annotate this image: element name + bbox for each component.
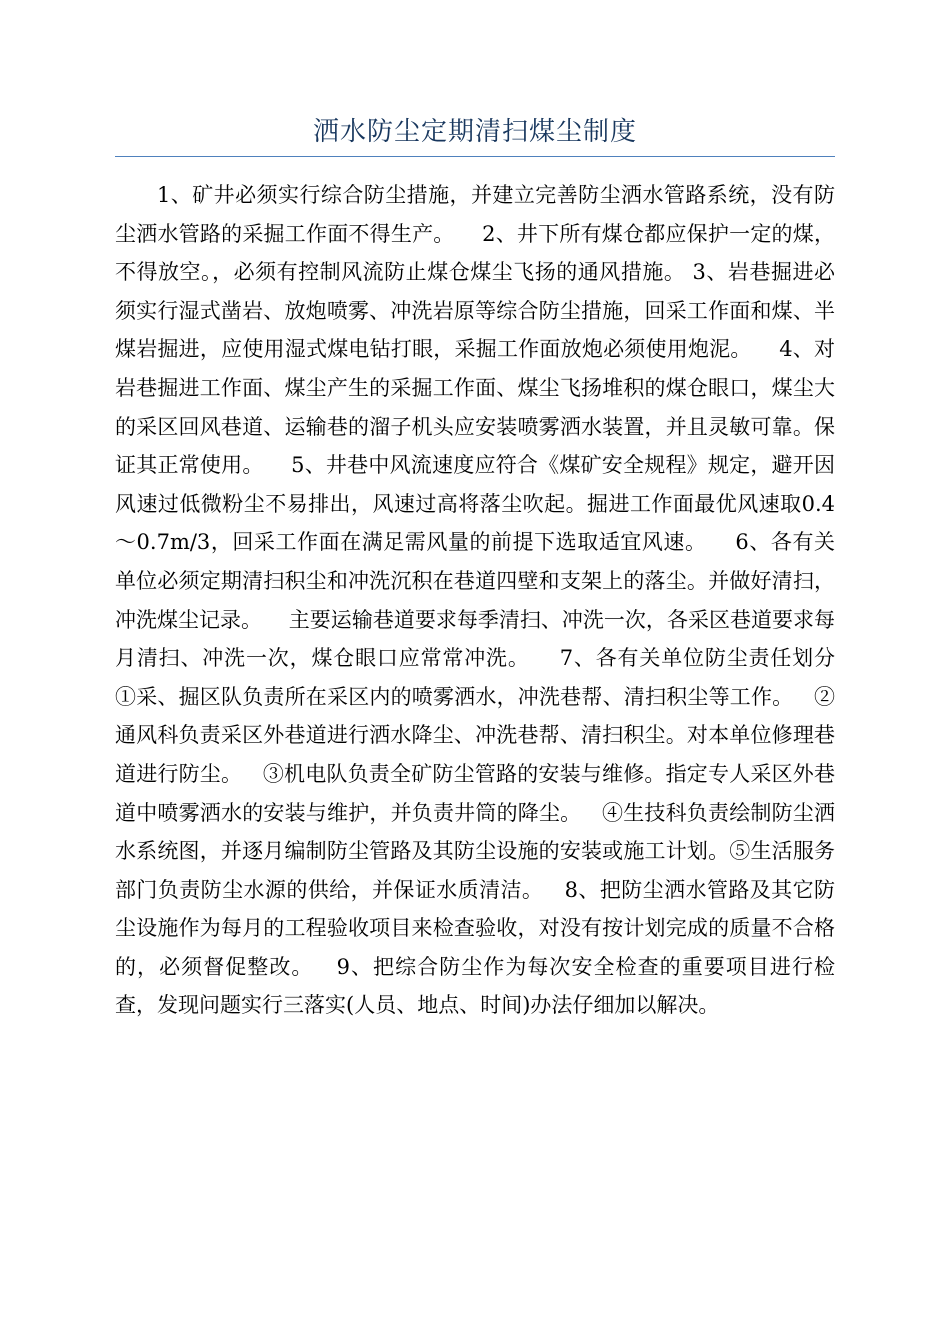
body-paragraph: 1、矿井必须实行综合防尘措施，并建立完善防尘洒水管路系统，没有防尘洒水管路的采掘工作面不得生产。 2、井下所有煤仓都应保护一定的煤，不得放空。，必须有控制风流防止煤仓煤尘飞扬的通风措施。 3、岩巷掘进必须实行湿式凿岩、放炮喷雾、冲洗岩原等综合防尘措施，回采工作面和煤、半煤岩掘进，应使用湿式煤电钻打眼，采掘工作面放炮必须使用炮泥。 4、对岩巷掘进工作面、煤尘产生的采掘工作面、煤尘飞扬堆积的煤仓眼口，煤尘大的采区回风巷道、运输巷的溜子机头应安装喷雾洒水装置，并且灵敏可靠。保证其正常使用。 5、井巷中风流速度应符合《煤矿安全规程》规定，避开因风速过低微粉尘不易排出，风速过高将落尘吹起。掘进工作面最优风速取0.4～0.7m/3，回采工作面在满足需风量的前提下选取适宜风速。 6、各有关单位必须定期清扫积尘和冲洗沉积在巷道四壁和支架上的落尘。并做好清扫，冲洗煤尘记录。 主要运输巷道要求每季清扫、冲洗一次，各采区巷道要求每月清扫、冲洗一次，煤仓眼口应常常冲洗。 7、各有关单位防尘责任划分 ①采、掘区队负责所在采区内的喷雾洒水，冲洗巷帮、清扫积尘等工作。 ②通风科负责采区外巷道进行洒水降尘、冲洗巷帮、清扫积尘。对本单位修理巷道进行防尘。 ③机电队负责全矿防尘管路的安装与维修。指定专人采区外巷道中喷雾洒水的安装与维护，并负责井筒的降尘。 ④生技科负责绘制防尘洒水系统图，并逐月编制防尘管路及其防尘设施的安装或施工计划。⑤生活服务部门负责防尘水源的供给，并保证水质清洁。 8、把防尘洒水管路及其它防尘设施作为每月的工程验收项目来检查验收，对没有按计划完成的质量不合格的，必须督促整改。 9、把综合防尘作为每次安全检查的重要项目进行检查，发现问题实行三落实(人员、地点、时间)办法仔细加以解决。 <box>115 183 849 1018</box>
page-title: 洒水防尘定期清扫煤尘制度 <box>312 117 637 147</box>
title-block <box>115 112 835 157</box>
